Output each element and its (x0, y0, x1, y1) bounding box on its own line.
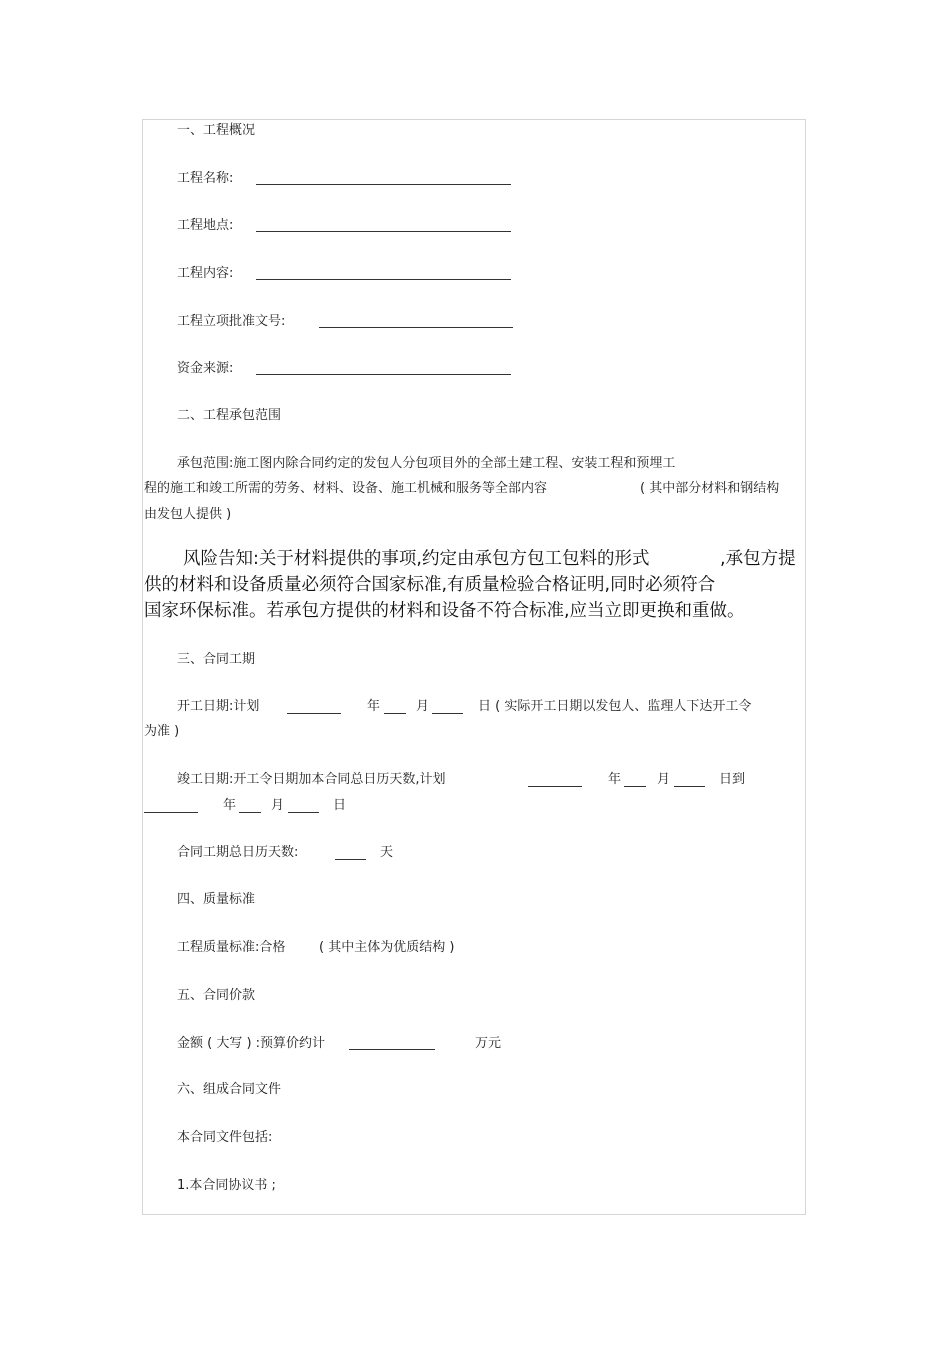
total-days-blank[interactable] (335, 859, 366, 860)
start-day-blank[interactable] (432, 713, 463, 714)
section-4-heading: 四、质量标准 (177, 892, 256, 907)
funding-source-label: 资金来源: (177, 361, 234, 376)
project-location-blank[interactable] (256, 231, 511, 232)
quality-standard-label: 工程质量标准:合格 (177, 940, 286, 955)
total-days-label: 合同工期总日历天数: (177, 845, 299, 860)
day-to-text: 日到 (719, 772, 746, 787)
total-days-unit: 天 (380, 845, 394, 860)
completion-start-year-blank[interactable] (528, 786, 582, 787)
contract-amount-unit: 万元 (475, 1036, 502, 1051)
start-year-blank[interactable] (287, 713, 341, 714)
completion-start-day-blank[interactable] (674, 786, 705, 787)
project-name-label: 工程名称: (177, 171, 234, 186)
approval-number-blank[interactable] (319, 327, 513, 328)
completion-end-month-blank[interactable] (239, 812, 261, 813)
contract-amount-blank[interactable] (349, 1049, 435, 1050)
completion-end-day-text: 日 (333, 798, 347, 813)
completion-start-month-blank[interactable] (624, 786, 646, 787)
scope-text-line3: 由发包人提供 ) (144, 507, 232, 522)
section-6-heading: 六、组成合同文件 (177, 1082, 282, 1097)
risk-notice-line3: 国家环保标准。若承包方提供的材料和设备不符合标准,应当立即更换和重做。 (144, 601, 745, 621)
section-2-heading: 二、工程承包范围 (177, 408, 282, 423)
scope-text-note: ( 其中部分材料和钢结构 (640, 481, 780, 496)
funding-source-blank[interactable] (256, 374, 511, 375)
scope-text-line2: 程的施工和竣工所需的劳务、材料、设备、施工机械和服务等全部内容 (144, 481, 548, 496)
start-month-text: 月 (416, 699, 430, 714)
project-content-blank[interactable] (256, 279, 511, 280)
section-5-heading: 五、合同价款 (177, 988, 256, 1003)
start-date-note: 日 ( 实际开工日期以发包人、监理人下达开工令 (478, 699, 752, 714)
approval-number-label: 工程立项批准文号: (177, 314, 286, 329)
risk-notice-line1-end: ,承包方提 (720, 549, 796, 569)
completion-end-month-text: 月 (271, 798, 285, 813)
project-location-label: 工程地点: (177, 218, 234, 233)
risk-notice-line2: 供的材料和设备质量必须符合国家标准,有质量检验合格证明,同时必须符合 (144, 575, 716, 595)
start-year-text: 年 (367, 699, 381, 714)
contract-documents-intro: 本合同文件包括: (177, 1130, 273, 1145)
section-1-heading: 一、工程概况 (177, 123, 256, 138)
completion-date-label: 竣工日期:开工令日期加本合同总日历天数,计划 (177, 772, 446, 787)
completion-end-day-blank[interactable] (288, 812, 319, 813)
contract-amount-label: 金额 ( 大写 ) :预算价约计 (177, 1036, 326, 1051)
section-3-heading: 三、合同工期 (177, 652, 256, 667)
start-date-note-end: 为准 ) (144, 724, 180, 739)
contract-documents-item-1: 1.本合同协议书 ; (177, 1178, 276, 1193)
scope-text-line1: 承包范围:施工图内除合同约定的发包人分包项目外的全部土建工程、安装工程和预埋工 (177, 456, 676, 471)
risk-notice-line1: 风险告知:关于材料提供的事项,约定由承包方包工包料的形式 (183, 549, 650, 569)
start-date-label: 开工日期:计划 (177, 699, 260, 714)
completion-start-month-text: 月 (657, 772, 671, 787)
project-content-label: 工程内容: (177, 266, 234, 281)
quality-standard-note: ( 其中主体为优质结构 ) (319, 940, 455, 955)
completion-start-year-text: 年 (608, 772, 622, 787)
completion-end-year-text: 年 (223, 798, 237, 813)
start-month-blank[interactable] (384, 713, 406, 714)
completion-end-year-blank[interactable] (144, 812, 198, 813)
project-name-blank[interactable] (256, 184, 511, 185)
